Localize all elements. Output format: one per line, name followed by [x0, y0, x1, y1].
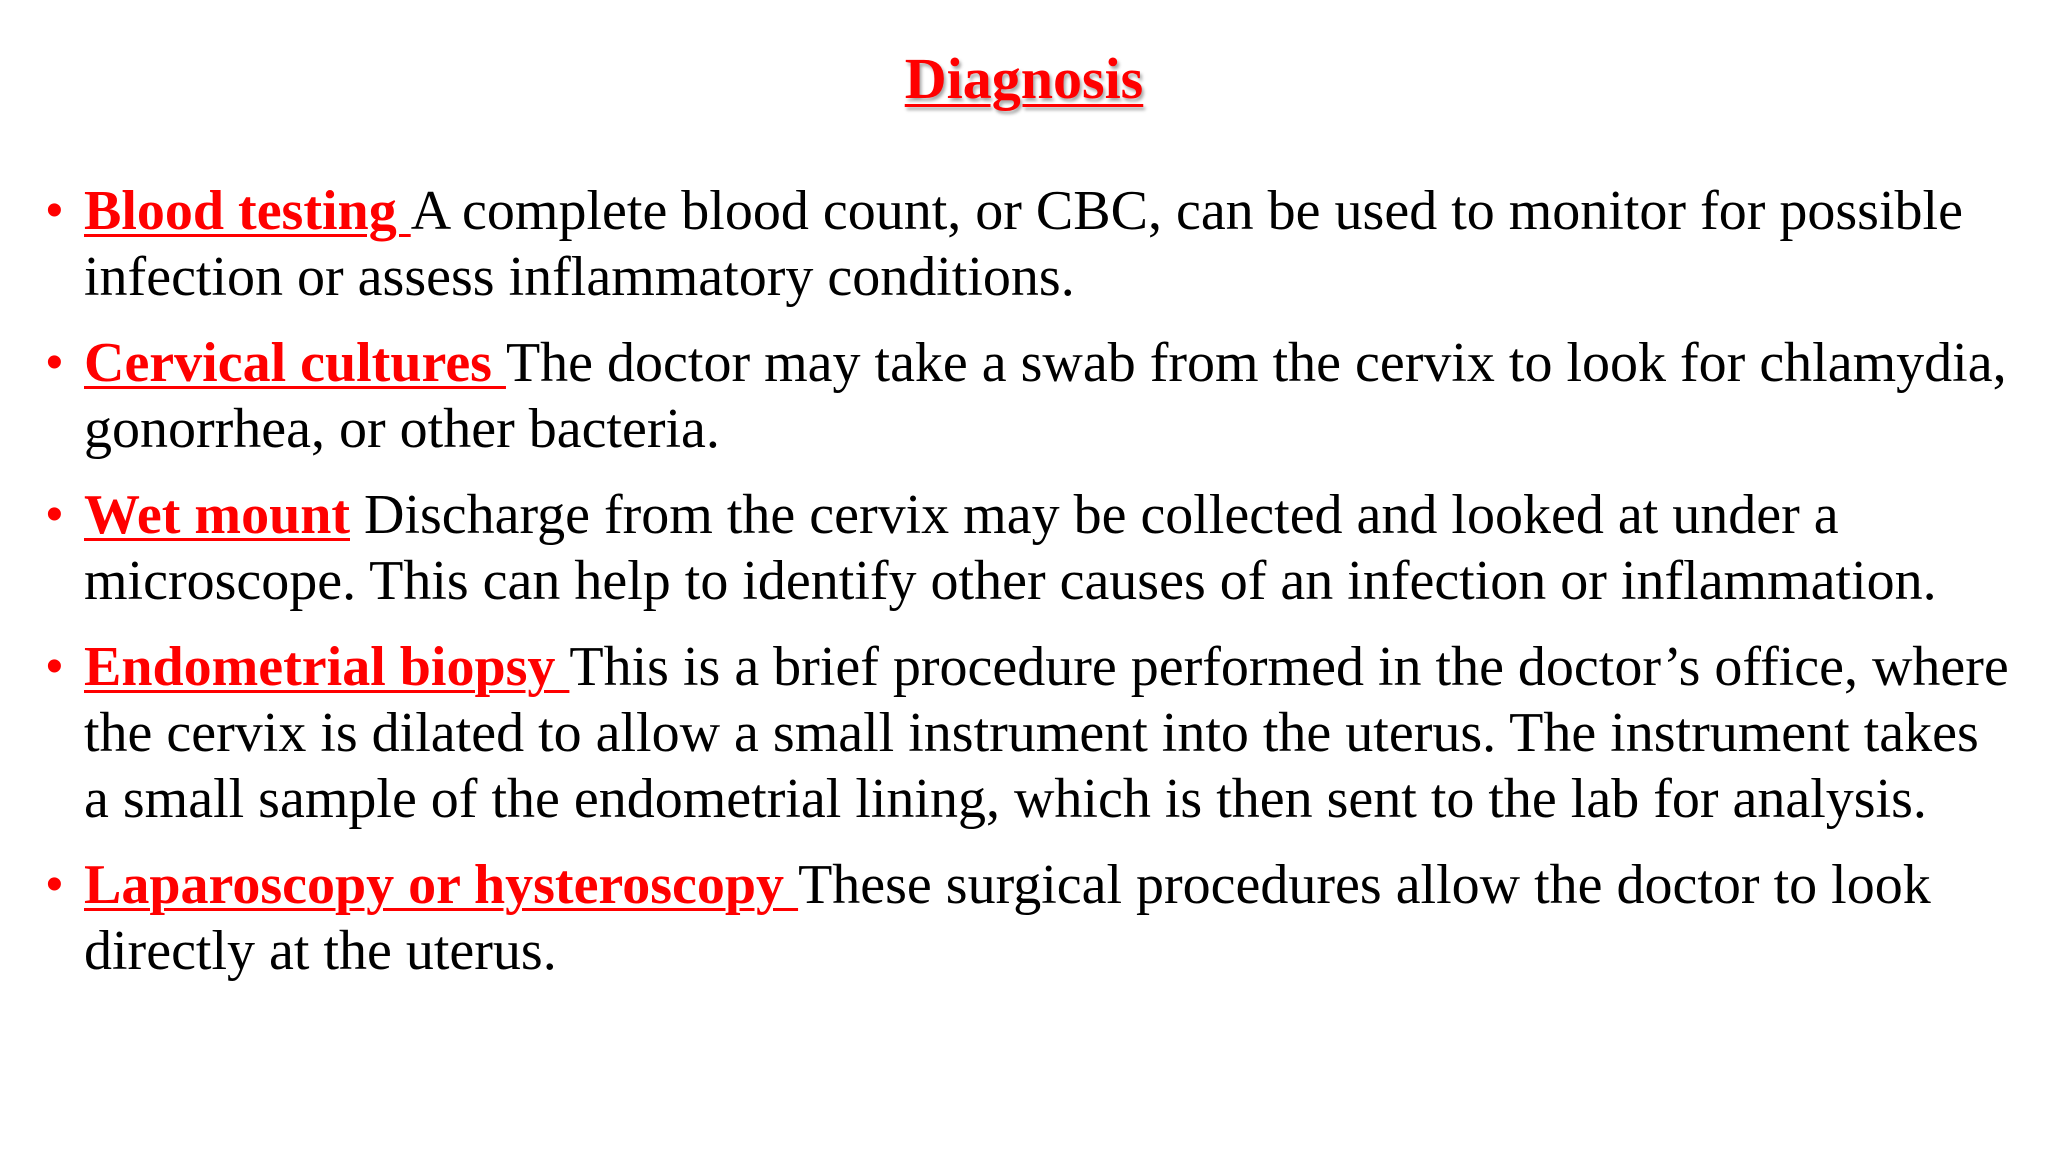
bullet-item-cervical-cultures — [46, 330, 2016, 462]
bullet-term: Laparoscopy or hysteroscopy — [84, 854, 799, 916]
bullet-description: These surgical procedures allow the doctor to look directly at the uterus. — [84, 854, 1931, 982]
bullet-dot-icon: • — [46, 336, 63, 389]
bullet-dot-icon: • — [46, 184, 63, 237]
bullet-item-endometrial-biopsy — [46, 634, 2016, 832]
bullet-term: Cervical cultures — [84, 332, 506, 394]
bullet-description: This is a brief procedure performed in the doctor’s office, where the cervix is dilated to allow a small instrument into the uterus. The instrument takes a small sample of the endometrial lining, which is then sent to the lab for analysis. — [84, 636, 2009, 830]
bullet-term: Blood testing — [84, 180, 411, 242]
slide-title: Diagnosis — [904, 46, 1144, 111]
bullet-term: Endometrial biopsy — [84, 636, 570, 698]
bullet-item-laparoscopy-hysteroscopy — [46, 852, 2016, 984]
bullet-item-blood-testing — [46, 178, 2016, 310]
bullet-description: Discharge from the cervix may be collected and looked at under a microscope. This can help to identify other causes of an infection or inflammation. — [84, 484, 1937, 612]
bullet-dot-icon: • — [46, 488, 63, 541]
bullet-dot-icon: • — [46, 640, 63, 693]
bullet-dot-icon: • — [46, 858, 63, 911]
bullet-item-wet-mount — [46, 482, 2016, 614]
bullet-term: Wet mount — [84, 484, 350, 546]
bullet-list — [46, 178, 2016, 1004]
bullet-description: A complete blood count, or CBC, can be used to monitor for possible infection or assess inflammatory conditions. — [84, 180, 1963, 308]
bullet-description: The doctor may take a swab from the cervix to look for chlamydia, gonorrhea, or other bacteria. — [84, 332, 2007, 460]
